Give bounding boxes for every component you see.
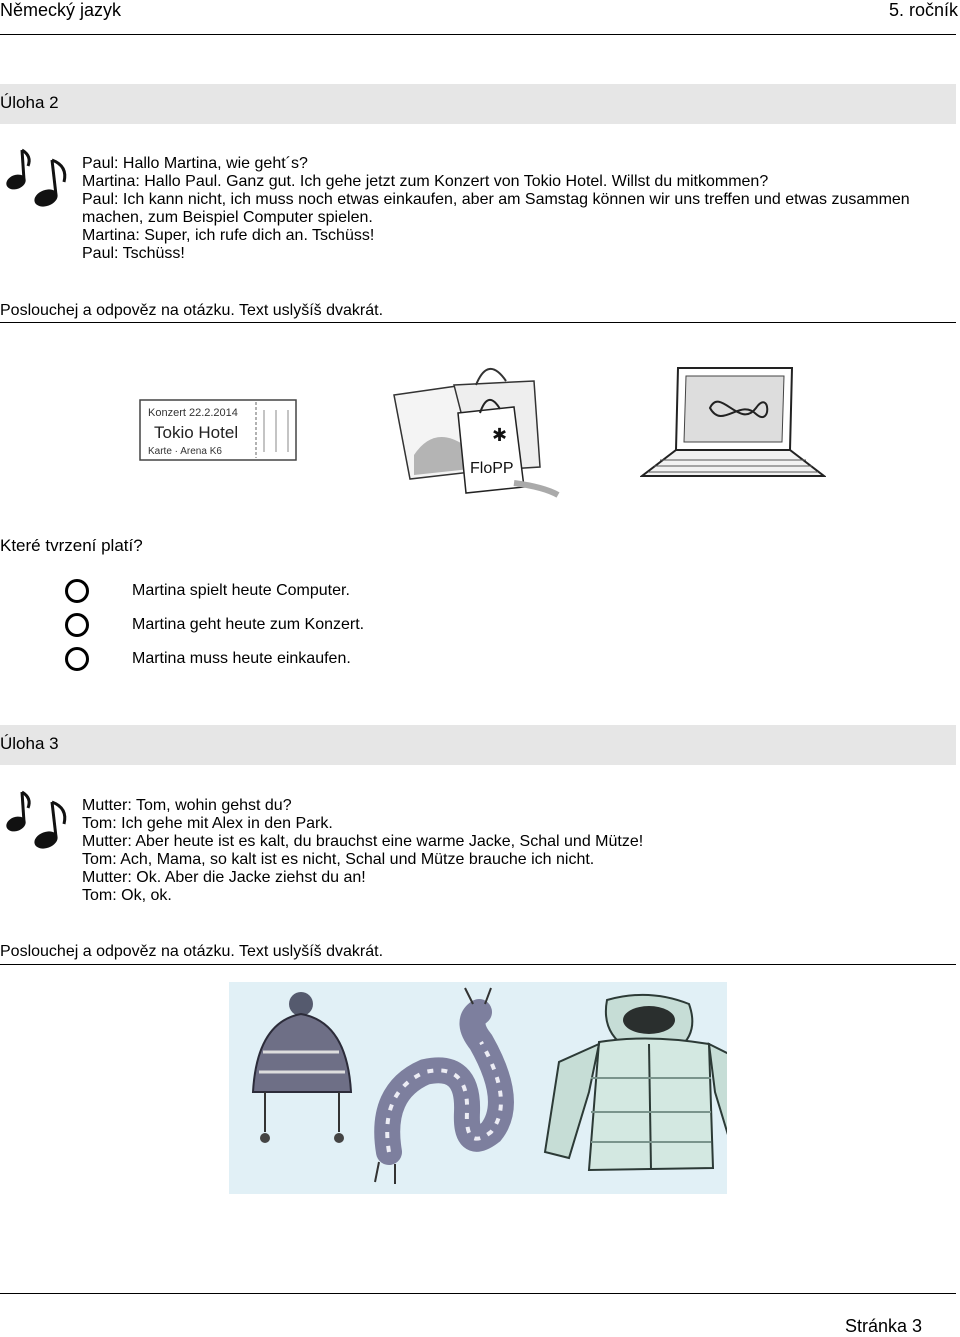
task-2-title: Úloha 2 (0, 93, 59, 112)
task-2-instruction: Poslouchej a odpověz na otázku. Text uslyšíš dvakrát. (0, 302, 384, 319)
task-2-question: Které tvrzení platí? (0, 536, 143, 555)
task-3-header (0, 725, 956, 765)
dialog-text: Ok, ok. (116, 887, 172, 904)
speaker-label: Tom: (82, 815, 117, 832)
dialog-line (82, 851, 942, 869)
concert-ticket-image (138, 396, 300, 464)
dialog-line (82, 869, 942, 887)
task-2-dialog (82, 155, 942, 263)
speaker-label: Martina: (82, 173, 140, 190)
shopping-bags-image (384, 355, 560, 503)
dialog-text: Hallo Paul. Ganz gut. Ich gehe jetzt zum Konzert von Tokio Hotel. Willst du mitkommen? (139, 173, 769, 190)
option-2-label: Martina geht heute zum Konzert. (132, 616, 365, 633)
task-3-instruction: Poslouchej a odpověz na otázku. Text uslyšíš dvakrát. (0, 943, 384, 960)
dialog-line (82, 227, 942, 245)
dialog-line (82, 191, 942, 227)
dialog-line (82, 797, 942, 815)
speaker-label: Tom: (82, 851, 117, 868)
bag-label: FloPP (470, 460, 514, 477)
instruction-divider (0, 322, 956, 323)
dialog-text: Aber heute ist es kalt, du brauchst eine warme Jacke, Schal und Mütze! (131, 833, 644, 850)
speaker-label: Mutter: (82, 797, 132, 814)
dialog-line (82, 833, 942, 851)
dialog-line (82, 887, 942, 905)
dialog-line (82, 173, 942, 191)
speaker-label: Martina: (82, 227, 140, 244)
laptop-image (640, 364, 826, 486)
dialog-line (82, 155, 942, 173)
ticket-band-name: Tokio Hotel (154, 423, 239, 442)
dialog-text: Ach, Mama, so kalt ist es nicht, Schal und Mütze brauche ich nicht. (116, 851, 595, 868)
option-3-radio[interactable] (65, 647, 89, 671)
option-3-label: Martina muss heute einkaufen. (132, 650, 351, 667)
option-1-radio[interactable] (65, 579, 89, 603)
music-notes-icon (2, 790, 74, 852)
dialog-line (82, 245, 942, 263)
winter-clothes-image (229, 982, 727, 1194)
speaker-label: Paul: (82, 245, 119, 262)
dialog-text: Hallo Martina, wie geht´s? (118, 155, 308, 172)
dialog-line (82, 815, 942, 833)
option-2-radio[interactable] (65, 613, 89, 637)
ticket-header: Konzert 22.2.2014 (148, 407, 238, 419)
footer-divider (0, 1293, 956, 1294)
subject-title: Německý jazyk (0, 0, 122, 20)
speaker-label: Mutter: (82, 833, 132, 850)
speaker-label: Paul: (82, 155, 119, 172)
header-divider (0, 34, 956, 35)
task-3-dialog (82, 797, 942, 905)
option-1-label: Martina spielt heute Computer. (132, 582, 350, 599)
dialog-text: Tschüss! (118, 245, 185, 262)
dialog-text: Ich gehe mit Alex in den Park. (116, 815, 333, 832)
bag-star-icon: ✱ (492, 425, 508, 445)
dialog-text: Ich kann nicht, ich muss noch etwas einkaufen, aber am Samstag können wir uns treffen und etwas zusammen machen, zum Beispiel Computer spielen. (82, 191, 910, 226)
dialog-text: Super, ich rufe dich an. Tschüss! (139, 227, 375, 244)
task-3-title: Úloha 3 (0, 734, 59, 753)
grade-label: 5. ročník (888, 0, 958, 20)
speaker-label: Tom: (82, 887, 117, 904)
speaker-label: Paul: (82, 191, 119, 208)
instruction-divider (0, 964, 956, 965)
dialog-text: Tom, wohin gehst du? (131, 797, 292, 814)
music-notes-icon (2, 148, 74, 210)
ticket-footer: Karte · Arena K6 (148, 446, 222, 457)
page-number: Stránka 3 (844, 1316, 922, 1336)
speaker-label: Mutter: (82, 869, 132, 886)
task-2-header (0, 84, 956, 124)
dialog-text: Ok. Aber die Jacke ziehst du an! (131, 869, 366, 886)
